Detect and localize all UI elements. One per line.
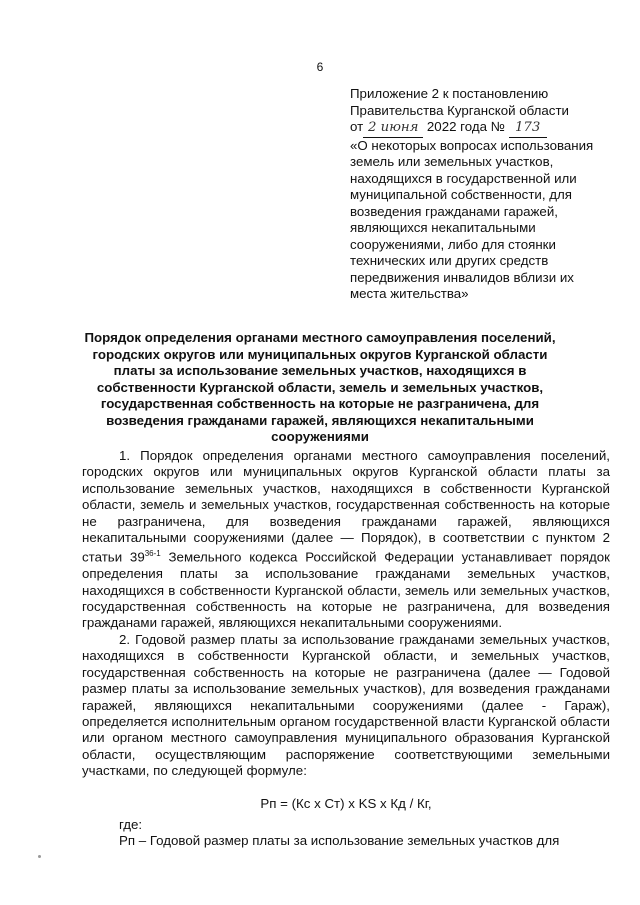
handwritten-number: 173 bbox=[509, 120, 547, 138]
quote-line: технических или других средств bbox=[350, 253, 549, 268]
scan-artifact bbox=[38, 855, 41, 858]
quote-line: сооружениями, либо для стоянки bbox=[350, 236, 556, 252]
year-text: 2022 года № bbox=[426, 119, 505, 134]
formula: Рп = (Кс х Ст) х KS х Кд / Кг, bbox=[260, 795, 432, 811]
paragraph-2: 2. Годовой размер платы за использование гражданами земельных участков, находящихся в собственности Курганской области, и земельных участков, государственная собственность на которые не разграничена (далее — Годовой размер платы за использование земельных участков), для возведения гражданами гаражей, являющихся некапитальными сооружениями (далее - Гараж), определяется исполнительным органом государственной власти Курганской области или органом местного самоуправления муниципального образования Курганской области, осуществляющим распоряжение соответствующими земельными участками, по следующей формуле: bbox=[82, 631, 610, 779]
paragraph-1-text-cont: Земельного кодекса Российской Федерации устанавливает порядок определения платы за использование гражданами земельных участков, находящихся в собственности Курганской области, земель или земельных участков, государственная собственность на которые не разграничена, для возведения гражданами гаражей, являющихся некапитальными сооружениями. bbox=[82, 549, 610, 631]
quote-line: «О некоторых вопросах использования bbox=[350, 137, 594, 153]
paragraph-1-text: 1. Порядок определения органами местного самоуправления поселений, городских округов или муниципальных округов Курганской области платы за использование земельных участков, находящихся в собственности Курганской области, земель и земельных участков, государственная собственность на которые не разграничена, для возведения гражданами гаражей, являющихся некапитальными сооружениями (далее — Порядок), в соответствии с пунктом 2 статьи 39 bbox=[82, 448, 610, 565]
paragraph-1 bbox=[82, 448, 610, 632]
document-title: Порядок определения органами местного самоуправления поселений, городских округов или муниципальных округов Курганской области платы за использование земельных участков, находящихся в собственности Курганской области, земель и земельных участков, государственная собственность на которые не разграничена, для возведения гражданами гаражей, являющихся некапитальными сооружениями bbox=[84, 330, 556, 444]
quote-line: муниципальной собственности, для bbox=[350, 187, 572, 202]
page-number: 6 bbox=[316, 60, 324, 74]
document-body bbox=[82, 448, 610, 850]
quote-line: возведения гражданами гаражей, bbox=[350, 203, 558, 219]
quote-line: являющихся некапитальными bbox=[350, 220, 536, 235]
appendix-line-1: Приложение 2 к постановлению bbox=[350, 86, 549, 101]
quote-line: передвижения инвалидов вблизи их bbox=[350, 269, 574, 285]
from-prefix: от bbox=[350, 119, 364, 134]
quote-line: места жительства» bbox=[350, 286, 469, 301]
handwritten-date: 2 июня bbox=[363, 120, 423, 138]
appendix-date-line bbox=[350, 119, 620, 138]
quote-line: находящихся в государственной или bbox=[350, 170, 577, 186]
where-label: где: bbox=[119, 816, 143, 832]
quote-line: земель или земельных участков, bbox=[350, 154, 554, 169]
appendix-header bbox=[350, 86, 620, 303]
definition-rp: Рп – Годовой размер платы за использование земельных участков для bbox=[119, 833, 560, 849]
article-superscript: 36-1 bbox=[144, 549, 161, 559]
appendix-line-2: Правительства Курганской области bbox=[350, 102, 569, 118]
